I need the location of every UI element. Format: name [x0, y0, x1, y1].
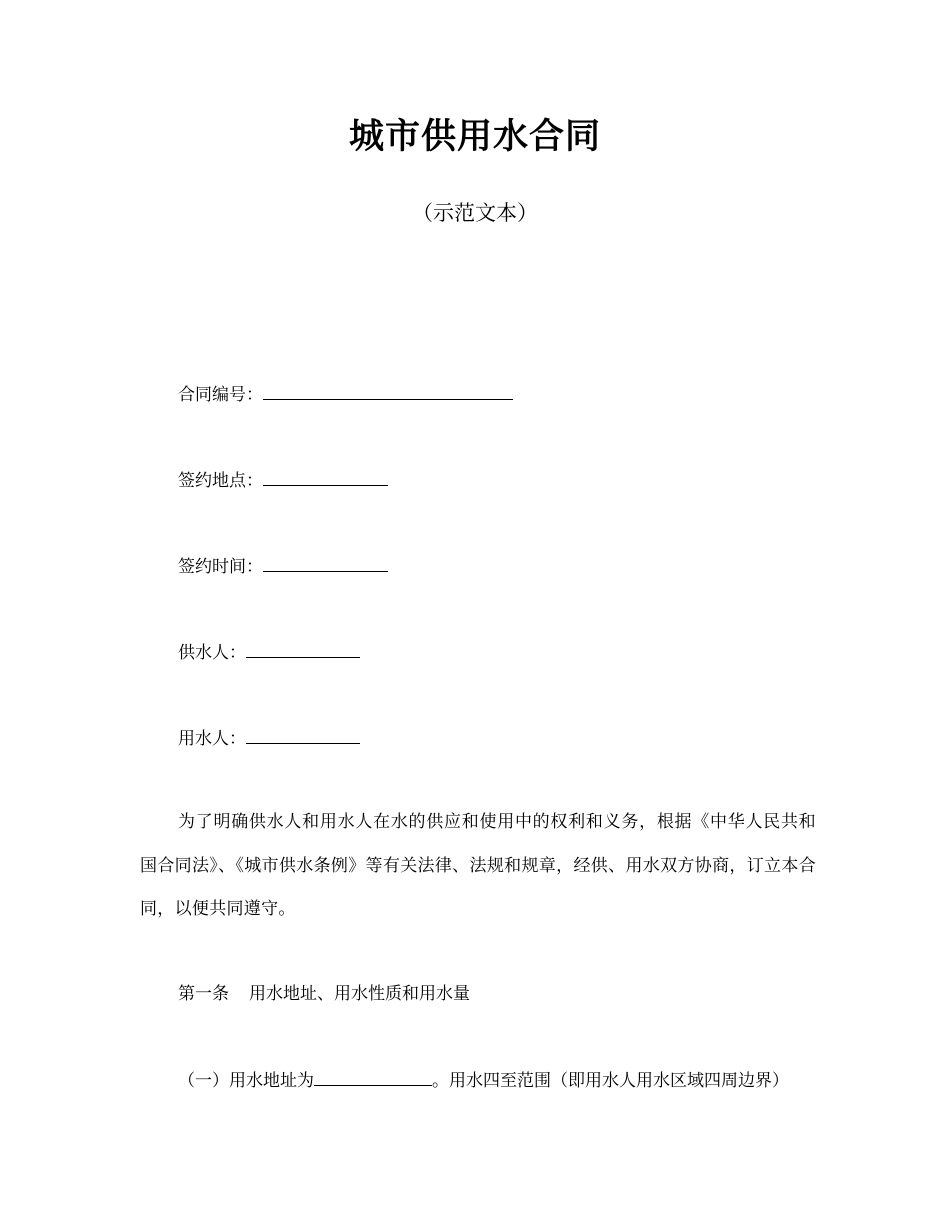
clause-1 — [178, 1067, 789, 1094]
document-title: 城市供用水合同 — [348, 117, 601, 157]
user-label: 用水人： — [178, 729, 246, 749]
sign-place-field — [178, 467, 388, 494]
preamble-paragraph: 为了明确供水人和用水人在水的供应和使用中的权利和义务，根据《中华人民共和国合同法》、《城市供水条例》等有关法律、法规和规章，经供、用水双方协商，订立本合同，以便共同遵守。 — [140, 812, 816, 919]
sign-time-field — [178, 553, 388, 580]
clause-1-suffix: 。用水四至范围（即用水人用水区域四周边界） — [432, 1071, 789, 1091]
contract-no-blank — [263, 381, 513, 400]
clause-1-address-blank — [314, 1067, 432, 1086]
contract-no-field — [178, 381, 513, 408]
clause-1-prefix: （一）用水地址为 — [178, 1071, 314, 1091]
supplier-field — [178, 639, 360, 666]
sign-place-blank — [263, 467, 388, 486]
article-1-number: 第一条 — [178, 984, 229, 1004]
article-1-heading — [178, 981, 470, 1007]
user-field — [178, 725, 360, 752]
sign-time-blank — [263, 553, 388, 572]
sign-time-label: 签约时间： — [178, 557, 263, 577]
sign-place-label: 签约地点： — [178, 471, 263, 491]
article-1-title: 用水地址、用水性质和用水量 — [249, 984, 470, 1004]
document-subtitle: （示范文本） — [412, 201, 538, 225]
supplier-blank — [246, 639, 360, 658]
supplier-label: 供水人： — [178, 643, 246, 663]
contract-no-label: 合同编号： — [178, 385, 263, 405]
user-blank — [246, 725, 360, 744]
